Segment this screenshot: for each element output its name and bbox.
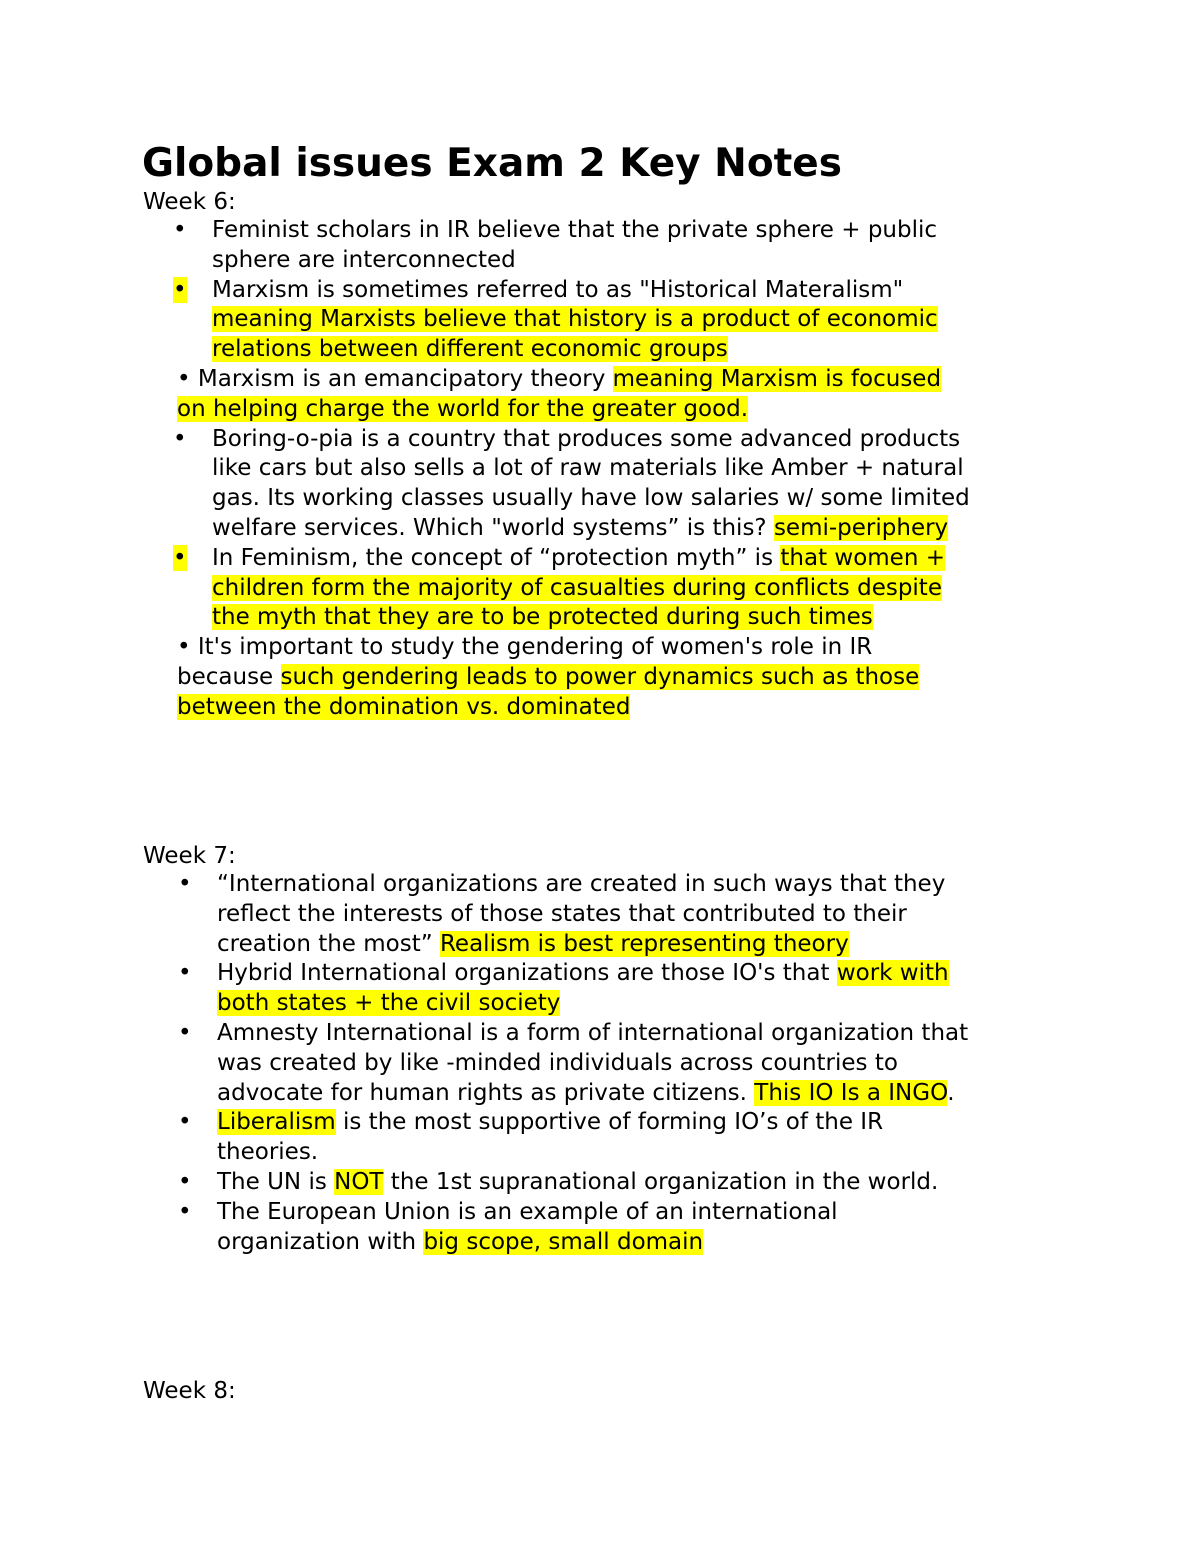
highlighted-answer: on helping charge the world for the greater good. bbox=[177, 395, 749, 422]
week-7-heading: Week 7: bbox=[143, 843, 236, 869]
note-line bbox=[212, 246, 516, 276]
note-line bbox=[217, 959, 949, 989]
note-text: advocate for human rights as private citizens. bbox=[217, 1079, 755, 1106]
highlighted-answer: Realism is best representing theory bbox=[439, 930, 849, 957]
highlighted-answer: that women + bbox=[780, 544, 945, 571]
note-text: is the most supportive of forming IO’s of the IR bbox=[335, 1109, 884, 1136]
bullet-icon: • bbox=[178, 1169, 192, 1195]
note-line bbox=[217, 930, 849, 960]
note-text: reflect the interests of those states that contributed to their bbox=[217, 900, 907, 927]
note-line bbox=[217, 1168, 938, 1198]
highlighted-answer: Liberalism bbox=[217, 1109, 336, 1136]
note-line bbox=[217, 1138, 318, 1168]
note-line bbox=[212, 216, 937, 246]
highlighted-answer: work with bbox=[836, 960, 949, 987]
highlighted-answer: meaning Marxists believe that history is a product of economic bbox=[212, 306, 938, 333]
note-text: The UN is bbox=[217, 1169, 335, 1195]
highlighted-answer: semi-periphery bbox=[773, 515, 949, 541]
highlighted-answer: relations between different economic groups bbox=[212, 336, 728, 363]
note-line bbox=[177, 395, 748, 425]
note-text: Feminist scholars in IR believe that the private sphere + public bbox=[212, 217, 938, 243]
note-text: organization with bbox=[217, 1228, 424, 1255]
note-text: • It's important to study the gendering of women's role in IR bbox=[177, 634, 873, 661]
note-line bbox=[217, 870, 945, 900]
note-line bbox=[217, 1228, 703, 1258]
note-line bbox=[212, 484, 970, 514]
bullet-icon: • bbox=[173, 217, 187, 243]
bullet-icon: • bbox=[173, 544, 187, 571]
note-text: welfare services. Which "world systems” is this? bbox=[212, 515, 774, 541]
note-text: Hybrid International organizations are those IO's that bbox=[217, 960, 837, 987]
note-text: the 1st supranational organization in the world. bbox=[383, 1169, 939, 1195]
note-line bbox=[217, 900, 907, 930]
note-line bbox=[212, 335, 728, 365]
highlighted-answer: meaning Marxism is focused bbox=[612, 366, 942, 392]
note-text: sphere are interconnected bbox=[212, 246, 516, 273]
note-text: The European Union is an example of an international bbox=[217, 1198, 838, 1225]
note-text: . bbox=[947, 1079, 955, 1106]
bullet-icon: • bbox=[178, 1020, 192, 1046]
note-text: gas. Its working classes usually have low salaries w/ some limited bbox=[212, 485, 970, 512]
note-line bbox=[212, 544, 945, 574]
bullet-icon: • bbox=[173, 276, 187, 303]
note-line bbox=[212, 603, 873, 633]
bullet-icon: • bbox=[178, 1109, 192, 1136]
highlighted-answer: the myth that they are to be protected during such times bbox=[212, 604, 873, 631]
highlighted-answer: both states + the civil society bbox=[217, 990, 561, 1017]
highlighted-answer: big scope, small domain bbox=[423, 1228, 704, 1255]
note-text: was created by like -minded individuals across countries to bbox=[217, 1049, 898, 1076]
highlighted-answer: children form the majority of casualties during conflicts despite bbox=[212, 574, 942, 601]
note-line bbox=[217, 1019, 968, 1049]
page-title: Global issues Exam 2 Key Notes bbox=[142, 141, 842, 186]
note-line bbox=[217, 1049, 898, 1079]
note-text: because bbox=[177, 664, 281, 690]
note-text: like cars but also sells a lot of raw materials like Amber + natural bbox=[212, 455, 964, 482]
week-8-heading: Week 8: bbox=[143, 1378, 236, 1404]
note-line bbox=[212, 425, 960, 455]
note-line bbox=[177, 663, 919, 693]
bullet-icon: • bbox=[178, 960, 192, 987]
note-text: In Feminism, the concept of “protection myth” is bbox=[212, 544, 781, 571]
bullet-icon: • bbox=[178, 871, 192, 897]
highlighted-answer: such gendering leads to power dynamics such as those bbox=[280, 664, 920, 690]
highlighted-answer: This IO Is a INGO bbox=[754, 1079, 948, 1106]
bullet-icon: • bbox=[173, 425, 187, 452]
note-line bbox=[217, 1079, 955, 1109]
note-text: • Marxism is an emancipatory theory bbox=[177, 366, 613, 392]
highlighted-answer: NOT bbox=[334, 1169, 384, 1195]
note-line bbox=[177, 365, 941, 395]
note-line bbox=[217, 989, 560, 1019]
highlighted-answer: between the domination vs. dominated bbox=[177, 693, 631, 720]
note-line bbox=[212, 305, 938, 335]
note-line bbox=[212, 276, 903, 306]
note-line bbox=[212, 574, 942, 604]
note-line bbox=[212, 454, 964, 484]
note-line bbox=[217, 1108, 883, 1138]
week-6-heading: Week 6: bbox=[143, 189, 236, 215]
note-line bbox=[177, 633, 872, 663]
note-line bbox=[217, 1198, 838, 1228]
note-text: Marxism is sometimes referred to as "Historical Materalism" bbox=[212, 276, 904, 303]
note-text: “International organizations are created in such ways that they bbox=[217, 871, 946, 897]
note-text: Boring-o-pia is a country that produces some advanced products bbox=[212, 425, 961, 452]
note-line bbox=[212, 514, 948, 544]
note-text: theories. bbox=[217, 1139, 319, 1166]
note-text: Amnesty International is a form of international organization that bbox=[217, 1020, 969, 1046]
bullet-icon: • bbox=[178, 1198, 192, 1225]
note-text: creation the most” bbox=[217, 930, 440, 957]
note-line bbox=[177, 693, 630, 723]
